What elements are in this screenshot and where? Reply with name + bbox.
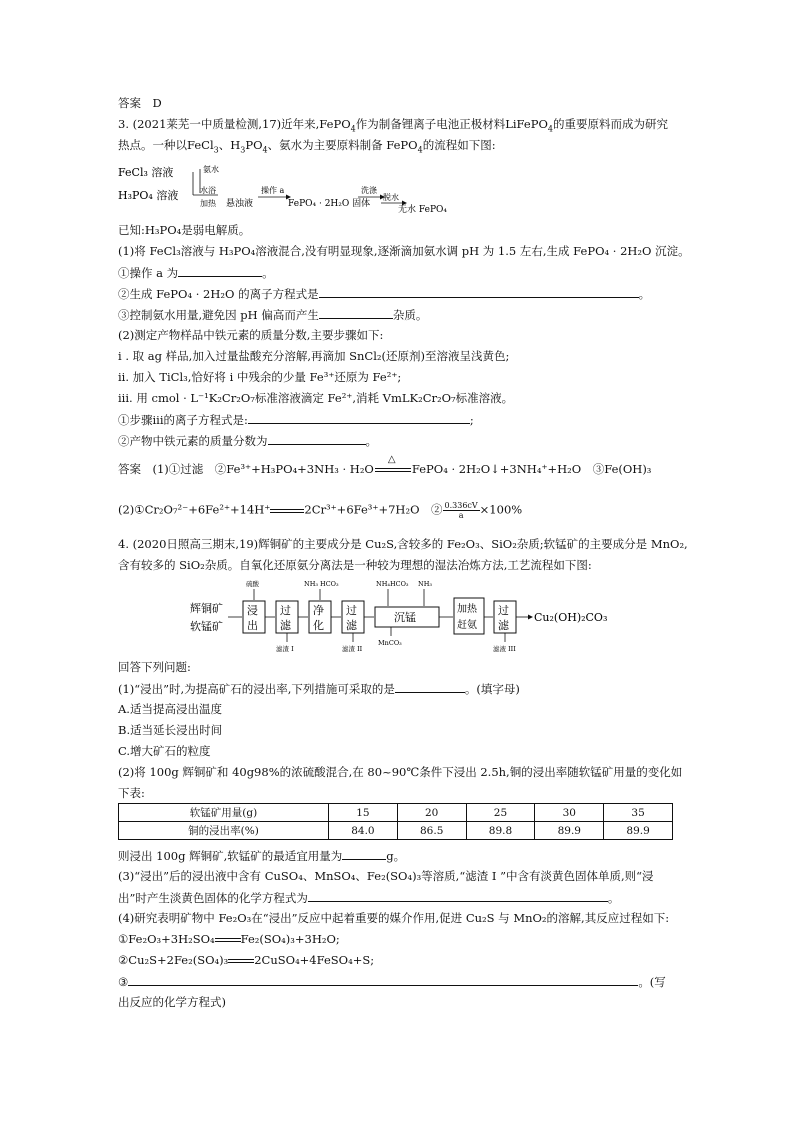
q4-reaction-1: ①Fe₂O₃+3H₂SO₄ Fe₂(SO₄)₃+3H₂O;	[118, 932, 340, 946]
q4-part4: (4)研究表明矿物中 Fe₂O₃在“浸出”反应中起着重要的媒介作用,促进 Cu₂S 与 MnO₂的溶解,其反应过程如下:	[118, 911, 670, 925]
svg-text:滤: 滤	[498, 619, 509, 632]
q4-reaction-3-b: 出反应的化学方程式)	[118, 995, 226, 1009]
q4-reaction-2: ②Cu₂S+2Fe₂(SO₄)₃ 2CuSO₄+4FeSO₄+S;	[118, 953, 375, 967]
answer-blank	[319, 286, 639, 298]
q4-box-purify: 净	[313, 604, 324, 617]
q4-residue1: 滤渣 I	[276, 645, 294, 653]
q4-line1: 4. (2020日照高三期末,19)辉铜矿的主要成分是 Cu₂S,含较多的 Fe₂O₃、SiO₂杂质;软锰矿的主要成分是 MnO₂,	[118, 537, 688, 551]
q3-flow-dry: 脱水	[383, 193, 399, 202]
q4-option-b: B.适当延长浸出时间	[118, 723, 223, 737]
q3-part1-b: ②生成 FePO₄ · 2H₂O 的离子方程式是 。	[118, 287, 651, 301]
q3-part1-a: ①操作 a 为 。	[118, 266, 274, 280]
q3-flow-diagram	[118, 160, 478, 218]
q4-mnco3: MnCO₃	[378, 639, 402, 647]
q4-reagent3: NH₃	[418, 580, 432, 588]
q3-flow-heat: 加热	[200, 199, 216, 208]
answer-blank	[342, 848, 386, 860]
q4-residue3: 滤液 III	[493, 645, 516, 653]
fraction: $\frac{0.336cV}{a}$	[444, 501, 478, 520]
q4-part1: (1)“浸出”时,为提高矿石的浸出率,下列措施可采取的是 。(填字母)	[118, 682, 520, 696]
answer-blank	[268, 433, 366, 445]
q4-residue2: 滤渣 II	[342, 645, 363, 653]
q4-ore1: 辉铜矿	[190, 602, 223, 615]
q3-flow-ammonia: 氨水	[203, 165, 219, 174]
q3-part2: (2)测定产物样品中铁元素的质量分数,主要步骤如下:	[118, 328, 384, 342]
answer-blank	[308, 890, 608, 902]
q4-flow-diagram	[188, 574, 628, 654]
q4-product: Cu₂(OH)₂CO₃	[534, 611, 608, 624]
answer-blank	[319, 307, 393, 319]
q4-part3-b: 出”时产生淡黄色固体的化学方程式为 。	[118, 891, 620, 905]
q3-answer-1: 答案 (1)①过滤 ②Fe³⁺+H₃PO₄+3NH₃ · H₂O △ FePO₄ · 2H₂O↓+3NH₄⁺+H₂O ③Fe(OH)₃	[118, 454, 652, 476]
q3-step-i: i . 取 ag 样品,加入过量盐酸充分溶解,再滴加 SnCl₂(还原剂)至溶液呈浅黄色;	[118, 349, 510, 363]
q3-flow-solid: FePO₄ · 2H₂O 固体	[288, 199, 371, 209]
q4-box-mn: 沉锰	[394, 611, 416, 624]
svg-text:赶氨: 赶氨	[457, 620, 477, 631]
q4-box-leach: 浸	[247, 604, 258, 617]
q3-part1-c: ③控制氨水用量,避免因 pH 偏高而产生 杂质。	[118, 308, 428, 322]
q4-line2: 含有较多的 SiO₂杂质。自氧化还原氨分离法是一种较为理想的湿法冶炼方法,工艺流程如下图:	[118, 558, 592, 572]
q4-part2-b: 下表:	[118, 786, 145, 800]
q4-acid: 硫酸	[246, 580, 259, 588]
q3-flow-suspension: 悬浊液	[226, 199, 254, 209]
q3-flow-op-a: 操作 a	[261, 186, 285, 195]
q3-flow-wash: 洗涤	[361, 186, 377, 195]
q4-ask: 回答下列问题:	[118, 660, 191, 674]
heat-symbol: △	[387, 454, 396, 465]
q3-flow-input-h3po4: H₃PO₄ 溶液	[118, 189, 179, 202]
q3-line2: 热点。一种以FeCl$_3$、$H_3PO_4$、氨水为主要原料制备 FePO$_4$的流程如下图:	[118, 138, 496, 155]
q4-option-a: A.适当提高浸出温度	[118, 702, 222, 716]
q4-part3: (3)“浸出”后的浸出液中含有 CuSO₄、MnSO₄、Fe₂(SO₄)₃等溶质,“滤渣 I ”中含有淡黄色固体单质,则“浸	[118, 869, 654, 883]
q3-answer-2: (2)①Cr₂O₇²⁻+6Fe²⁺+14H⁺ 2Cr³⁺+6Fe³⁺+7H₂O ② $\frac{0.336cV}{a}$ ×100%	[118, 501, 523, 520]
leach-rate-table	[118, 803, 673, 840]
q3-line1: 3. (2021莱芜一中质量检测,17)近年来,FePO$_4$作为制备锂离子电池正极材料LiFePO$_4$的重要原料而成为研究	[118, 117, 668, 134]
q3-part2-b: ②产物中铁元素的质量分数为 。	[118, 434, 377, 448]
q4-part2-c: 则浸出 100g 辉铜矿,软锰矿的最适宜用量为 g。	[118, 849, 406, 863]
q4-box-filter3: 过	[498, 604, 509, 617]
svg-text:出: 出	[247, 619, 258, 632]
answer-blank	[178, 265, 262, 277]
table-row: 软锰矿用量(g) 15 20 25 30 35	[119, 804, 673, 822]
answer-blank	[395, 681, 465, 693]
q3-step-ii: ii. 加入 TiCl₃,恰好将 i 中残余的少量 Fe³⁺还原为 Fe²⁺;	[118, 370, 402, 384]
q4-box-filter2: 过	[346, 604, 357, 617]
q3-part1: (1)将 FeCl₃溶液与 H₃PO₄溶液混合,没有明显现象,逐渐滴加氨水调 pH 为 1.5 左右,生成 FePO₄ · 2H₂O 沉淀。	[118, 244, 690, 258]
answer-blank	[128, 974, 638, 986]
table-row: 铜的浸出率(%) 84.0 86.5 89.8 89.9 89.9	[119, 822, 673, 840]
q4-part2: (2)将 100g 辉铜矿和 40g98%的浓硫酸混合,在 80~90℃条件下浸出 2.5h,铜的浸出率随软锰矿用量的变化如	[118, 765, 683, 779]
q3-flow-bath: 水浴	[200, 186, 216, 195]
q3-step-iii: iii. 用 cmol · L⁻¹K₂Cr₂O₇标准溶液滴定 Fe²⁺,消耗 VmLK₂Cr₂O₇标准溶液。	[118, 391, 514, 405]
prev-answer: 答案 D	[118, 96, 162, 110]
svg-text:滤: 滤	[346, 619, 357, 632]
q4-reagent1: NH₃ HCO₃	[304, 580, 339, 588]
q3-flow-product: 无水 FePO₄	[398, 205, 447, 215]
q3-part2-a: ①步骤iii的离子方程式是: ;	[118, 413, 474, 427]
q4-option-c: C.增大矿石的粒度	[118, 744, 211, 758]
q4-reagent2: NH₄HCO₃	[376, 580, 409, 588]
q4-ore2: 软锰矿	[190, 620, 223, 633]
answer-blank	[248, 412, 470, 424]
q4-box-heat: 加热	[457, 604, 477, 615]
svg-text:滤: 滤	[280, 619, 291, 632]
q3-known: 已知:H₃PO₄是弱电解质。	[118, 223, 251, 237]
svg-text:化: 化	[313, 619, 324, 632]
q4-box-filter1: 过	[280, 604, 291, 617]
q3-flow-input-fecl3: FeCl₃ 溶液	[118, 166, 174, 179]
q4-reaction-3: ③ 。(写	[118, 975, 666, 989]
